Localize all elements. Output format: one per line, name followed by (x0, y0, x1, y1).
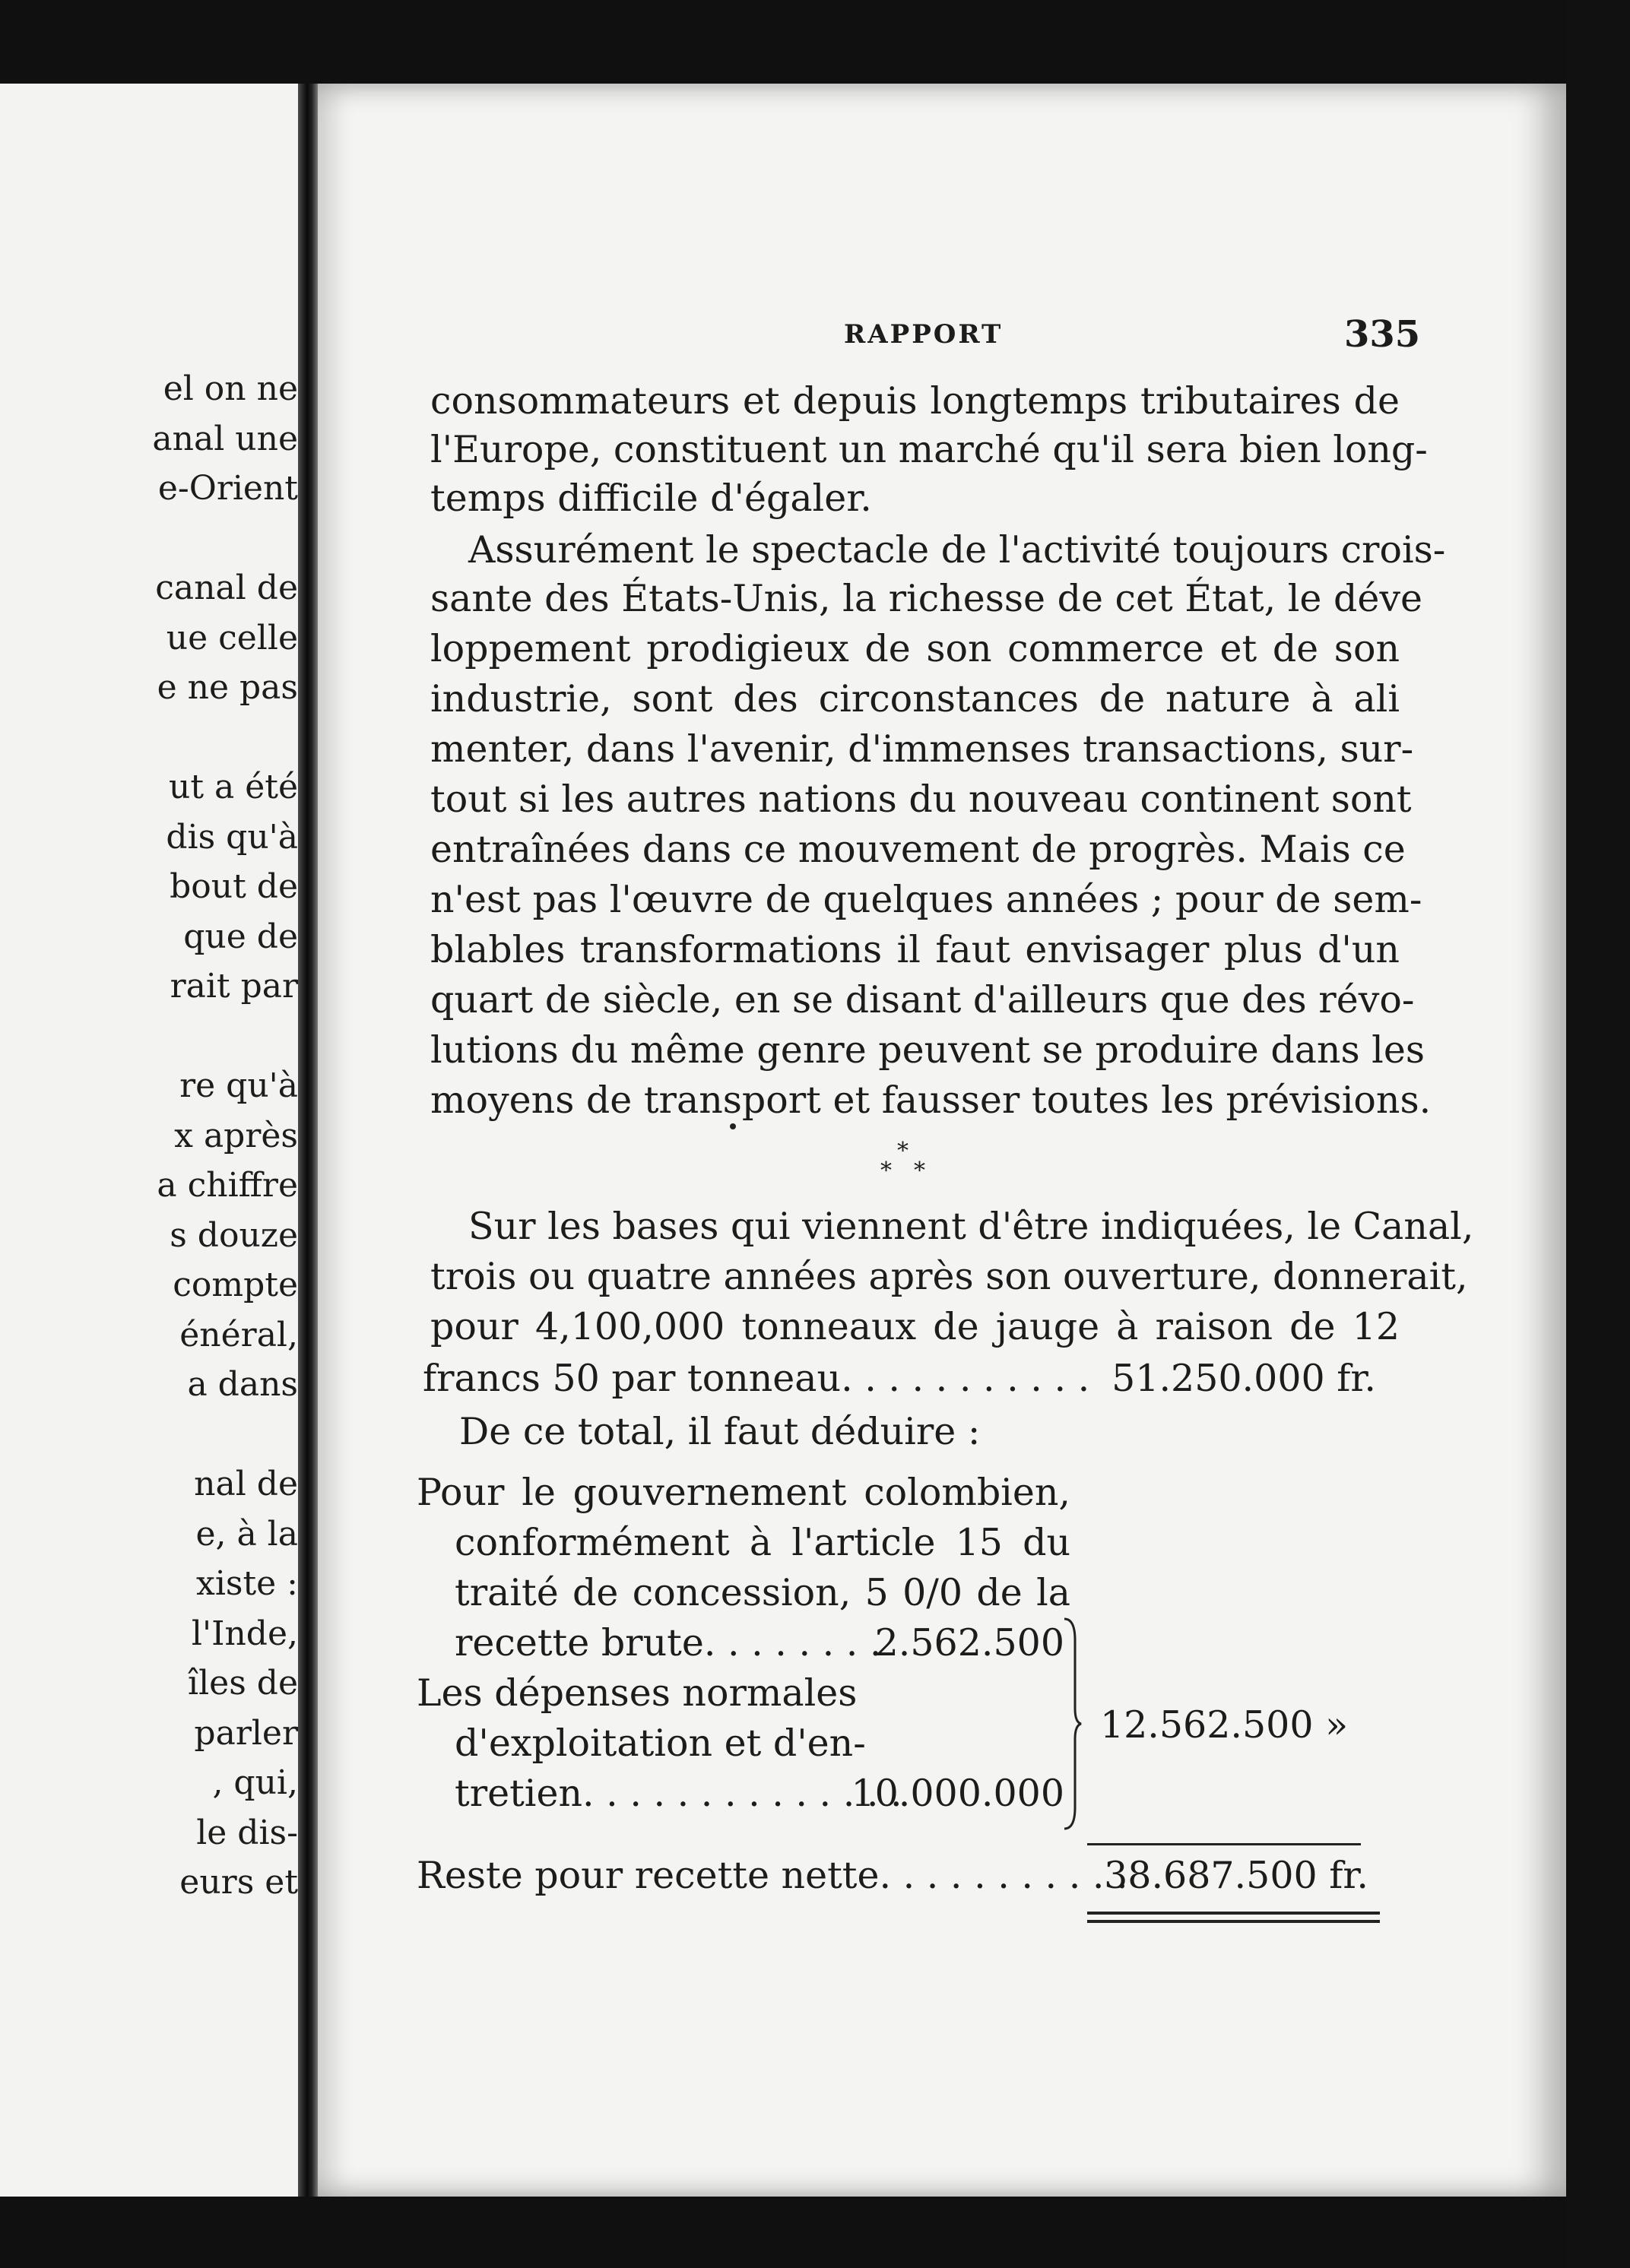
text-line: lutions du même genre peuvent se produire dans les (430, 1028, 1425, 1072)
scan-border-bottom (0, 2197, 1630, 2268)
running-head: RAPPORT (844, 319, 1004, 350)
left-page-line: l'Inde, (191, 1614, 298, 1653)
text-line: sante des États-Unis, la richesse de cet État, le déve (430, 577, 1423, 620)
left-page-line: ut a été (169, 768, 298, 806)
left-page-line: rait par (170, 967, 298, 1006)
left-page-line: xiste : (196, 1564, 298, 1603)
stray-dot (730, 1123, 736, 1129)
text-line: loppement prodigieux de son commerce et de son (430, 627, 1400, 670)
text-line: blables transformations il faut envisager plus d'un (430, 928, 1400, 971)
ledger-line: conformément à l'article 15 du (455, 1521, 1070, 1564)
text-line: industrie, sont des circonstances de nature à ali (430, 677, 1400, 721)
left-page-line: compte (173, 1265, 298, 1304)
left-page-line: a chiffre (157, 1166, 298, 1205)
gross-line-label: francs 50 par tonneau. . . . . . . . . . . (423, 1357, 1090, 1400)
left-page-line: e, à la (195, 1514, 298, 1554)
text-line: entraînées dans ce mouvement de progrès. Mais ce (430, 828, 1406, 871)
left-page-line: anal une (152, 419, 298, 458)
left-page-line: ue celle (166, 618, 298, 657)
net-label: Reste pour recette nette. . . . . . . . . . . (417, 1854, 1128, 1897)
left-page-line: le dis- (196, 1813, 298, 1852)
text-line: menter, dans l'avenir, d'immenses transactions, sur- (430, 727, 1414, 771)
text-line: moyens de transport et fausser toutes les prévisions. (430, 1079, 1432, 1122)
left-page-line: e ne pas (157, 668, 298, 707)
subtotal-amount: 12.562.500 » (1099, 1703, 1349, 1747)
text-line: pour 4,100,000 tonneaux de jauge à raison de 12 (430, 1305, 1400, 1348)
left-page-line: dis qu'à (166, 817, 298, 857)
page-number: 335 (1344, 313, 1421, 356)
curly-brace (1061, 1617, 1083, 1830)
ledger-line: d'exploitation et d'en- (455, 1722, 866, 1765)
ledger-line: traité de concession, 5 0/0 de la (455, 1571, 1070, 1614)
left-page-line: nal de (194, 1465, 298, 1503)
ledger-line: Les dépenses normales (417, 1671, 858, 1715)
left-page-line: x après (174, 1116, 298, 1155)
left-page-line: , qui, (212, 1763, 298, 1802)
gross-amount: 51.250.000 fr. (1112, 1357, 1376, 1400)
double-rule-top (1087, 1912, 1380, 1915)
left-page-line: îles de (188, 1664, 298, 1703)
text-line: temps difficile d'égaler. (430, 477, 872, 520)
left-page-line: e-Orient (157, 469, 298, 508)
text-line: quart de siècle, en se disant d'ailleurs que des révo- (430, 978, 1415, 1022)
left-page-line: canal de (155, 569, 298, 607)
left-page-line: a dans (187, 1365, 298, 1404)
book-gutter (298, 84, 318, 2197)
left-page-line: eurs et (179, 1863, 298, 1902)
deduct-line: De ce total, il faut déduire : (459, 1410, 981, 1453)
double-rule-bottom (1087, 1920, 1380, 1923)
scan-border-right (1566, 0, 1630, 2268)
text-line: l'Europe, constituent un marché qu'il sera bien long- (430, 428, 1428, 471)
text-line: trois ou quatre années après son ouverture, donnerait, (430, 1255, 1468, 1298)
left-page-line: s douze (170, 1215, 298, 1255)
text-line: consommateurs et depuis longtemps tributaires de (430, 379, 1400, 423)
section-separator: * * * (880, 1138, 925, 1184)
text-line: tout si les autres nations du nouveau continent sont (430, 778, 1412, 821)
text-line: Assurément le spectacle de l'activité toujours crois- (468, 528, 1446, 572)
total-rule (1087, 1843, 1361, 1845)
ledger-line: recette brute. . . . . . . . (455, 1621, 882, 1665)
left-page-line: bout de (170, 867, 298, 906)
left-page-line: el on ne (163, 369, 298, 408)
scan-border-top (0, 0, 1630, 84)
ledger-line: tretien. . . . . . . . . . . . . . (455, 1772, 902, 1815)
left-page-line: parler (194, 1713, 298, 1753)
left-page-line: re qu'à (179, 1066, 298, 1105)
item1-amount: 2.562.500 (874, 1621, 1064, 1665)
ledger-line: Pour le gouvernement colombien, (417, 1471, 1070, 1514)
left-facing-page (0, 84, 298, 2197)
left-page-line: énéral, (179, 1315, 298, 1354)
item2-amount: 10.000.000 (851, 1772, 1064, 1815)
net-amount: 38.687.500 fr. (1104, 1854, 1368, 1897)
text-line: n'est pas l'œuvre de quelques années ; pour de sem- (430, 878, 1422, 921)
left-page-line: que de (183, 917, 298, 956)
text-line: Sur les bases qui viennent d'être indiquées, le Canal, (468, 1205, 1474, 1248)
